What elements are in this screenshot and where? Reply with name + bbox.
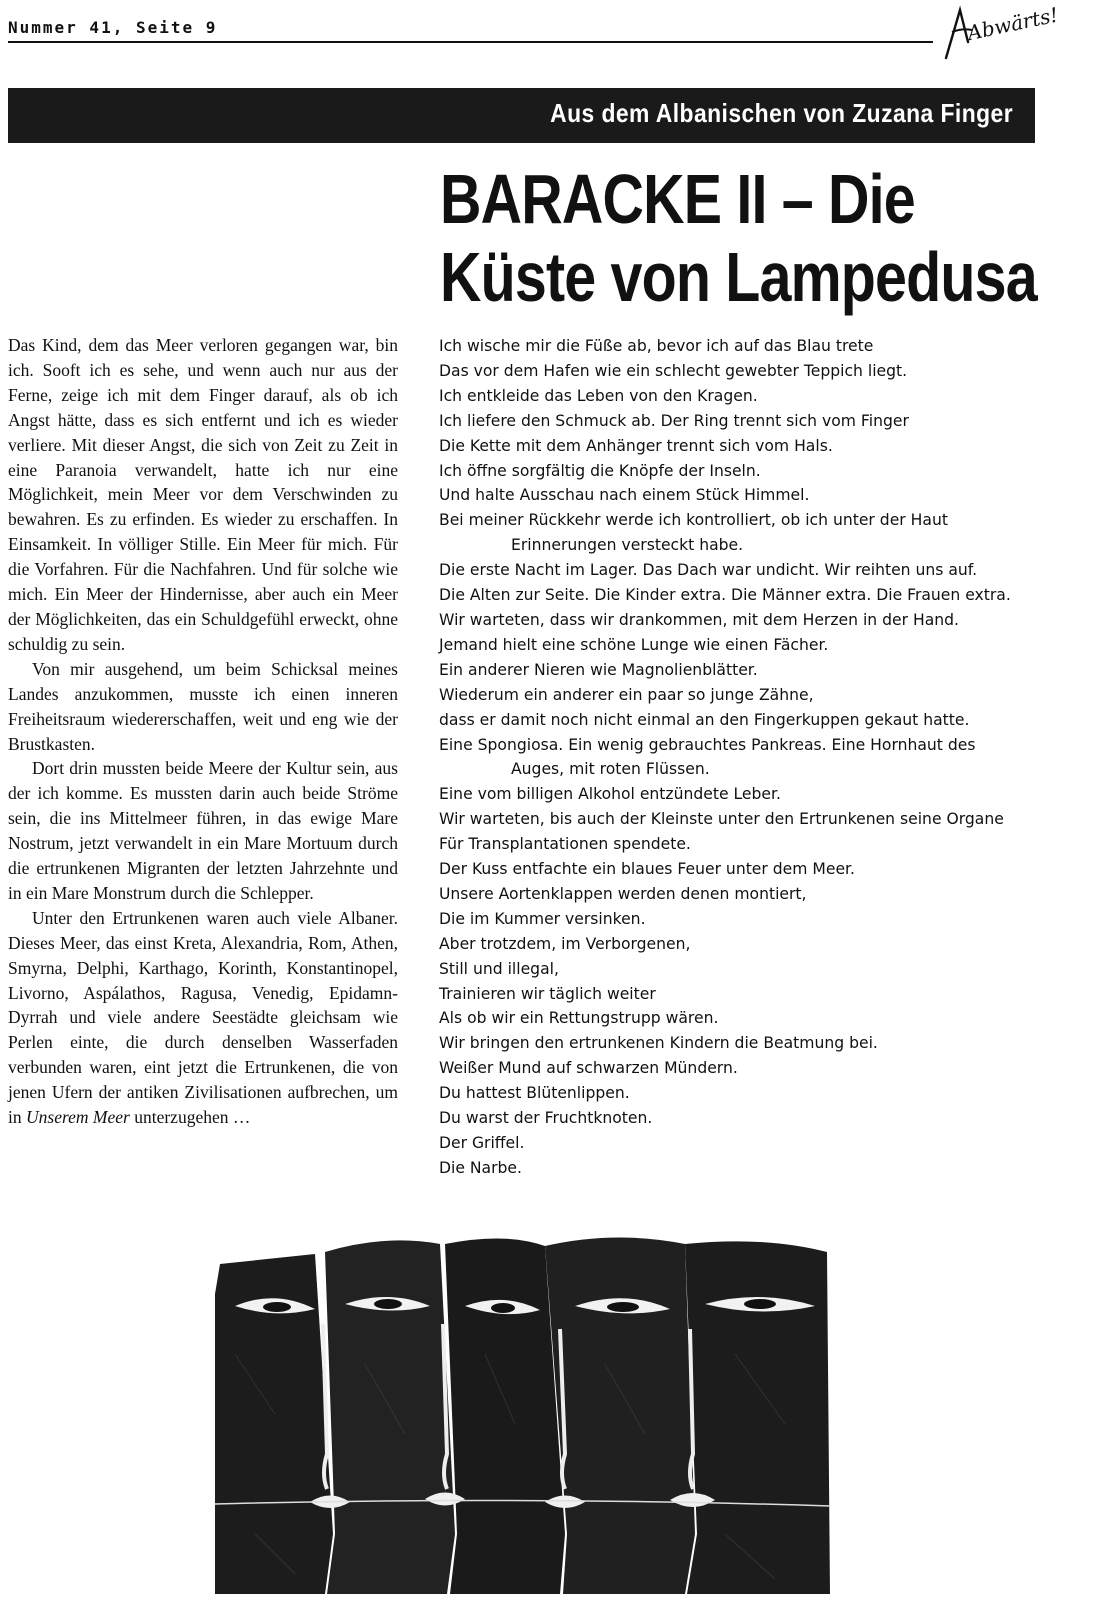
poem-line: Du hattest Blütenlippen. xyxy=(439,1084,630,1103)
poem-line: Und halte Ausschau nach einem Stück Himmel. xyxy=(439,486,810,505)
prose-paragraph-2: Von mir ausgehend, um beim Schicksal meines Landes anzukommen, musste ich einen inneren Freiheitsraum wiedererschaffen, weit und eng wie der Brustkasten. xyxy=(8,658,398,754)
poem-line: Jemand hielt eine schöne Lunge wie einen Fächer. xyxy=(439,635,829,654)
poem-line: Die im Kummer versinken. xyxy=(439,909,646,928)
poem-line: Eine Spongiosa. Ein wenig gebrauchtes Pankreas. Eine Hornhaut des xyxy=(439,735,976,754)
header-rule xyxy=(8,41,933,43)
poem-line: Ich öffne sorgfältig die Knöpfe der Inseln. xyxy=(439,461,761,480)
poem-line: Für Transplantationen spendete. xyxy=(439,835,691,854)
poem-line: Ich wische mir die Füße ab, bevor ich auf das Blau trete xyxy=(439,337,874,355)
prose-column xyxy=(8,333,398,1130)
poem-line: Auges, mit roten Flüssen. xyxy=(511,760,710,779)
title-line-2: Küste von Lampedusa xyxy=(440,238,1037,316)
prose-paragraph-1: Das Kind, dem das Meer verloren gegangen war, bin ich. Sooft ich es sehe, und wenn auch nur aus der Ferne, zeige ich mit dem Finger darauf, als ob ich Angst hätte, dass es sich entfernt und ich es wieder verliere. Mit dieser Angst, die sich von Zeit zu Zeit in eine Paranoia verwandelt, hatte ich nur eine Möglichkeit, mein Meer vor dem Verschwinden zu bewahren. Es zu erfinden. Es wieder zu erschaffen. In Einsamkeit. In völliger Stille. Ein Meer für mich. Für die Vorfahren. Für die Nachfahren. Und für solche wie mich. Ein Meer der Hindernisse, aber auch ein Meer der Möglichkeiten, das ein Schuldgefühl erweckt, ohne schuldig zu sein. xyxy=(8,335,398,654)
logo-text: Abwärts! xyxy=(965,2,1061,46)
poem-line: Der Griffel. xyxy=(439,1134,525,1152)
page-number: Nummer 41, Seite 9 xyxy=(8,18,218,37)
prose-paragraph-4-text: Unter den Ertrunkenen waren auch viele Albaner. Dieses Meer, das einst Kreta, Alexandria, Rom, Athen, Smyrna, Delphi, Karthago, Korinth, Konstantinopel, Livorno, Aspálathos, Ragusa, Venedig, Epidamn-Dyrrah und viele andere Seestädte gleichsam wie Perlen einte, die durch denselben Wasserfaden verbunden waren, eint jetzt die Ertrunkenen, die von jenen Ufern der antiken Zivilisationen aufbrechen, um in xyxy=(8,907,398,1128)
byline-banner xyxy=(8,88,1035,143)
poem-line: Ich liefere den Schmuck ab. Der Ring trennt sich vom Finger xyxy=(439,411,909,430)
prose-paragraph-4 xyxy=(8,906,398,1130)
poem-line: Eine vom billigen Alkohol entzündete Leber. xyxy=(439,785,781,804)
poem-line: Ich entkleide das Leben von den Kragen. xyxy=(439,386,758,405)
poem-line: Die Narbe. xyxy=(439,1158,522,1177)
poem-line: Die erste Nacht im Lager. Das Dach war undicht. Wir reihten uns auf. xyxy=(439,561,978,580)
poem-line: Erinnerungen versteckt habe. xyxy=(511,536,744,555)
article-title xyxy=(440,160,1037,316)
poem-line: Du warst der Fruchtknoten. xyxy=(439,1109,653,1128)
poem-line: Aber trotzdem, im Verborgenen, xyxy=(439,934,691,953)
translator-byline: Aus dem Albanischen von Zuzana Finger xyxy=(550,98,1013,128)
poem-line: Wir warteten, dass wir drankommen, mit dem Herzen in der Hand. xyxy=(439,610,959,629)
poem-line: Als ob wir ein Rettungstrupp wären. xyxy=(439,1009,719,1028)
prose-paragraph-3: Dort drin mussten beide Meere der Kultur sein, aus der ich komme. Es mussten darin auch beide Ströme sein, die ins Mittelmeer führen, in das ewige Mare Nostrum, jetzt verwandelt in ein Mare Mortuum durch die ertrunkenen Migranten der letzten Jahrzehnte und in ein Mare Monstrum durch die Schlepper. xyxy=(8,758,398,903)
poem-line: Weißer Mund auf schwarzen Mündern. xyxy=(439,1059,738,1078)
poem-line: Trainieren wir täglich weiter xyxy=(439,984,656,1003)
poem-line: Der Kuss entfachte ein blaues Feuer unter dem Meer. xyxy=(439,860,855,879)
poem-line: Die Alten zur Seite. Die Kinder extra. Die Männer extra. Die Frauen extra. xyxy=(439,586,1011,605)
poem-line: Unsere Aortenklappen werden denen montiert, xyxy=(439,884,807,903)
poem-line: Die Kette mit dem Anhänger trennt sich vom Hals. xyxy=(439,436,833,455)
woodcut-faces-illustration xyxy=(215,1234,830,1594)
poem-column xyxy=(439,334,1079,1181)
publication-logo xyxy=(938,2,1061,62)
poem-line: dass er damit noch nicht einmal an den Fingerkuppen gekaut hatte. xyxy=(439,710,970,729)
poem-line: Bei meiner Rückkehr werde ich kontrolliert, ob ich unter der Haut xyxy=(439,511,948,530)
title-line-1: BARACKE II – Die xyxy=(440,160,915,238)
poem-line: Wiederum ein anderer ein paar so junge Zähne, xyxy=(439,685,814,704)
poem-line: Das vor dem Hafen wie ein schlecht gewebter Teppich liegt. xyxy=(439,361,908,380)
poem-line: Wir warteten, bis auch der Kleinste unter den Ertrunkenen seine Organe xyxy=(439,810,1004,829)
prose-emphasis: Unserem Meer xyxy=(26,1107,130,1128)
poem-line: Ein anderer Nieren wie Magnolienblätter. xyxy=(439,660,758,679)
prose-paragraph-4-end: unterzugehen … xyxy=(129,1107,251,1128)
poem-line: Still und illegal, xyxy=(439,959,559,978)
poem-line: Wir bringen den ertrunkenen Kindern die Beatmung bei. xyxy=(439,1034,878,1053)
